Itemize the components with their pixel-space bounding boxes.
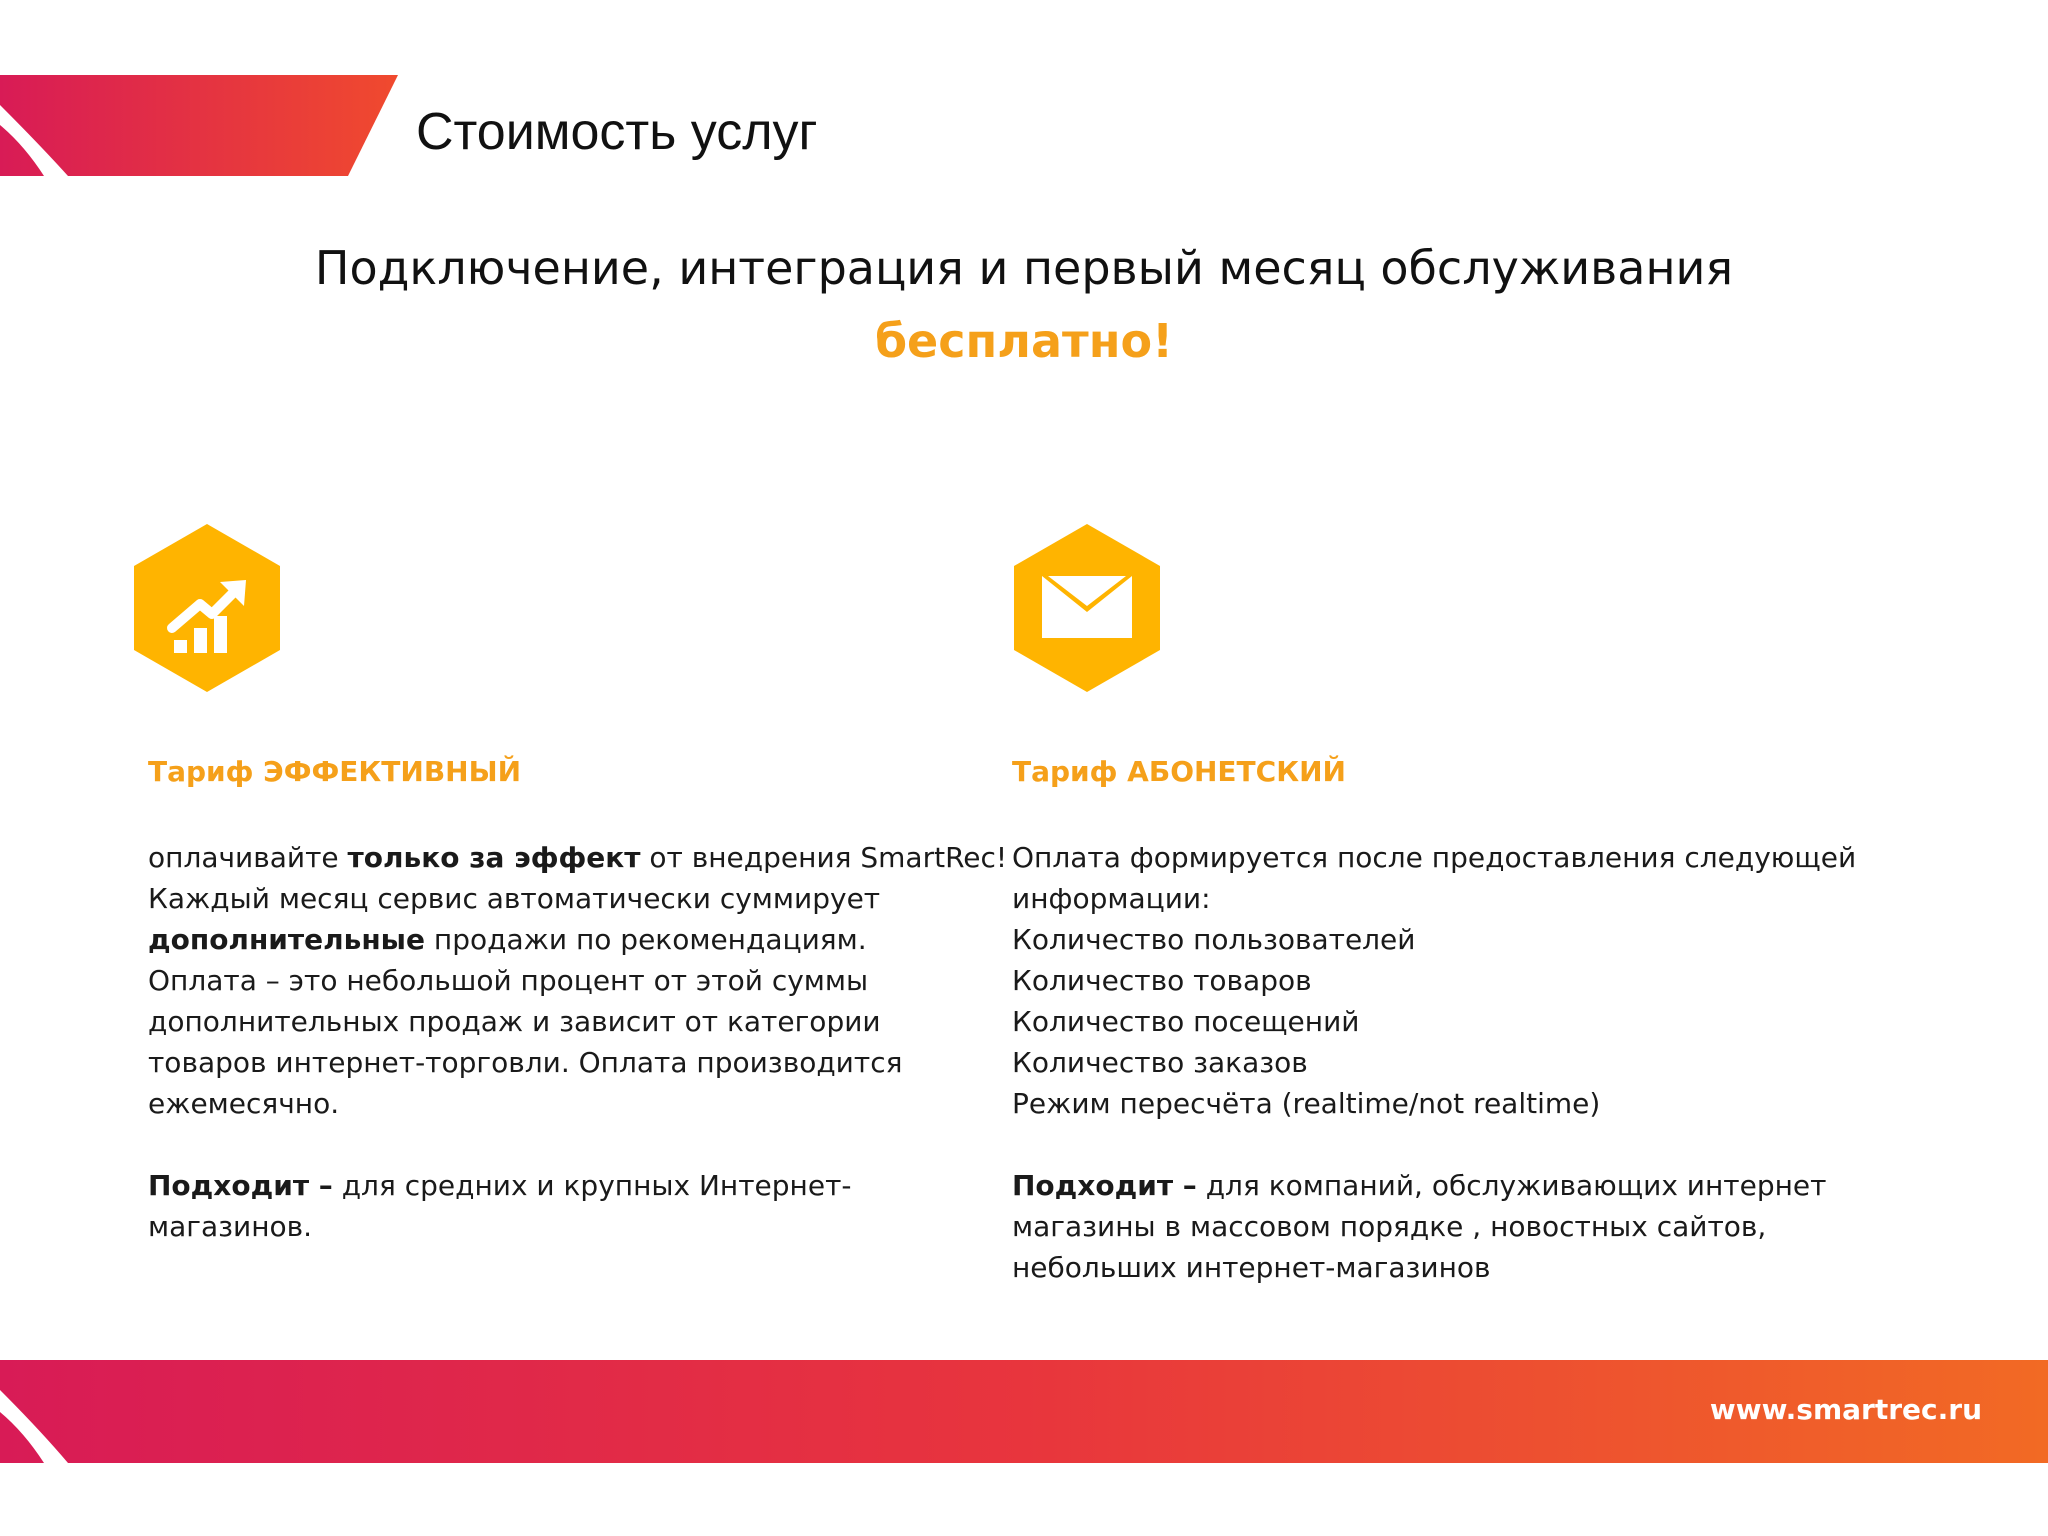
tariff-effective — [148, 748, 1008, 1247]
tariff-line: Количество товаров — [1012, 964, 1312, 997]
slide-title: Стоимость услуг — [416, 103, 818, 161]
tariff-line: Оплата – это небольшой процент от этой суммы — [148, 964, 869, 997]
header-band — [0, 75, 400, 176]
envelope-icon — [1014, 524, 1160, 692]
fits-text: магазины в массовом порядке , новостных сайтов, — [1012, 1210, 1767, 1243]
fits-text: Подходит – для средних и крупных Интернет- — [148, 1169, 852, 1202]
fits-text: Подходит – для компаний, обслуживающих интернет — [1012, 1169, 1827, 1202]
tariff-line: дополнительные продажи по рекомендациям. — [148, 923, 867, 956]
tariff-line: дополнительных продаж и зависит от категории — [148, 1005, 881, 1038]
tariff-line: ежемесячно. — [148, 1087, 340, 1120]
tariff-line: Каждый месяц сервис автоматически суммирует — [148, 882, 881, 915]
tariff-title: Тариф АБОНЕТСКИЙ — [1012, 755, 1346, 788]
tariff-line: Количество посещений — [1012, 1005, 1360, 1038]
tariff-line: Режим пересчёта (realtime/not realtime) — [1012, 1087, 1601, 1120]
tariff-line: Количество заказов — [1012, 1046, 1308, 1079]
fits-label: Подходит – — [148, 1169, 333, 1202]
tariff-line: Оплата формируется после предоставления следующей — [1012, 841, 1857, 874]
fits-text: магазинов. — [148, 1210, 313, 1243]
headline: Подключение, интеграция и первый месяц обслуживания — [314, 241, 1734, 295]
tariff-line: Количество пользователей — [1012, 923, 1416, 956]
tariff-line: оплачивайте только за эффект от внедрения SmartRec! — [148, 841, 1008, 874]
growth-chart-icon — [134, 524, 280, 692]
tariff-title: Тариф ЭФФЕКТИВНЫЙ — [148, 755, 522, 788]
fits-text: небольших интернет-магазинов — [1012, 1251, 1491, 1284]
fits-label: Подходит – — [1012, 1169, 1197, 1202]
footer-url[interactable]: www.smartrec.ru — [1709, 1393, 1982, 1426]
headline-accent: бесплатно! — [874, 314, 1174, 368]
tariff-subscription — [1012, 748, 1912, 1288]
tariff-line: товаров интернет-торговли. Оплата производится — [148, 1046, 903, 1079]
tariff-line: информации: — [1012, 882, 1211, 915]
